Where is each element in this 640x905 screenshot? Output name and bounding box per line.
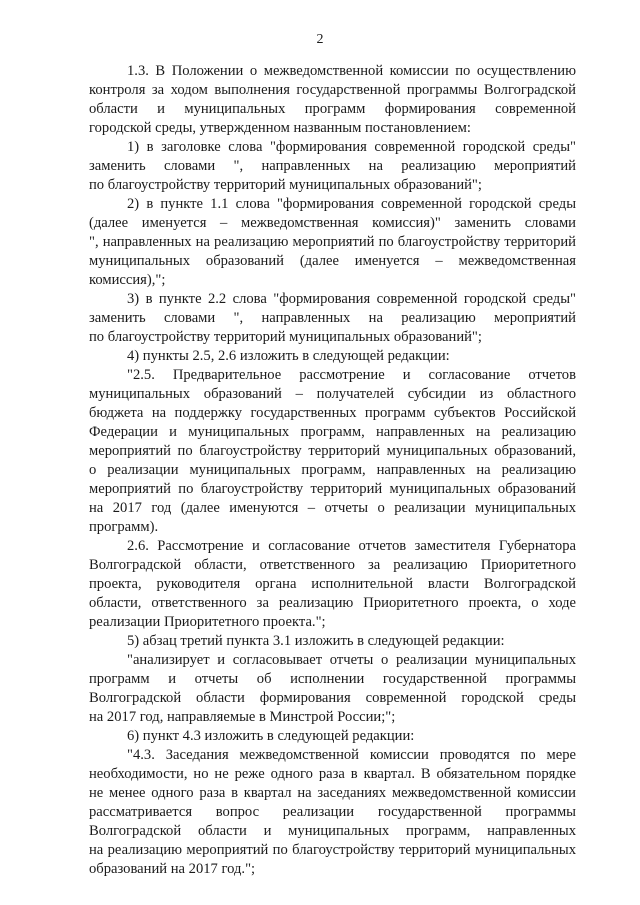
text-line: области и муниципальных программ формирования современной: [89, 101, 576, 117]
text-line: Волгоградской области, ответственного за реализацию Приоритетного: [89, 557, 576, 573]
text-line: 1.3. В Положении о межведомственной комиссии по осуществлению: [127, 63, 576, 79]
document-body: [89, 62, 576, 879]
text-line: не менее одного раза в квартал на заседаниях межведомственной комиссии: [89, 785, 576, 801]
text-line: по благоустройству территорий муниципальных образований";: [89, 177, 482, 193]
text-line: 1) в заголовке слова "формирования современной городской среды": [127, 139, 576, 155]
text-line: контроля за ходом выполнения государственной программы Волгоградской: [89, 82, 576, 98]
text-line: 3) в пункте 2.2 слова "формирования современной городской среды": [127, 291, 576, 307]
text-line: программ).: [89, 519, 159, 535]
text-line: Федерации и муниципальных программ, направленных на реализацию: [89, 424, 576, 440]
text-line: Волгоградской области формирования современной городской среды: [89, 690, 576, 706]
text-line: рассматривается вопрос реализации государственной программы: [89, 804, 576, 820]
text-line: о реализации муниципальных программ, направленных на реализацию: [89, 462, 576, 478]
text-line: области, ответственного за реализацию Приоритетного проекта, о ходе: [89, 595, 576, 611]
text-line: 2) в пункте 1.1 слова "формирования современной городской среды: [127, 196, 576, 212]
text-line: на 2017 год (далее именуются – отчеты о реализации муниципальных: [89, 500, 576, 516]
text-line: программ и отчеты об исполнении государственной программы: [89, 671, 576, 687]
text-line: городской среды, утвержденном названным постановлением:: [89, 120, 471, 136]
text-line: заменить словами ", направленных на реализацию мероприятий: [89, 158, 576, 174]
text-line: по благоустройству территорий муниципальных образований";: [89, 329, 482, 345]
text-line: 4) пункты 2.5, 2.6 изложить в следующей редакции:: [127, 348, 450, 364]
text-line: мероприятий по благоустройству территорий муниципальных образований: [89, 481, 576, 497]
text-line: (далее именуется – межведомственная комиссия)" заменить словами: [89, 215, 576, 231]
text-line: 6) пункт 4.3 изложить в следующей редакции:: [127, 728, 415, 744]
text-line: Волгоградской области и муниципальных программ, направленных: [89, 823, 576, 839]
text-line: "4.3. Заседания межведомственной комиссии проводятся по мере: [127, 747, 576, 763]
text-line: 5) абзац третий пункта 3.1 изложить в следующей редакции:: [127, 633, 505, 649]
text-line: "2.5. Предварительное рассмотрение и согласование отчетов: [127, 367, 576, 383]
text-line: на реализацию мероприятий по благоустройству территорий муниципальных: [89, 842, 576, 858]
text-line: проекта, руководителя органа исполнительной власти Волгоградской: [89, 576, 576, 592]
text-line: комиссия),";: [89, 272, 166, 288]
text-line: мероприятий по благоустройству территорий муниципальных образований,: [89, 443, 576, 459]
text-line: "анализирует и согласовывает отчеты о реализации муниципальных: [127, 652, 576, 668]
page-number: 2: [316, 32, 324, 47]
text-line: муниципальных образований (далее именуется – межведомственная: [89, 253, 576, 269]
text-line: на 2017 год, направляемые в Минстрой России;";: [89, 709, 396, 725]
text-line: необходимости, но не реже одного раза в квартал. В обязательном порядке: [89, 766, 576, 782]
text-line: муниципальных образований – получателей субсидии из областного: [89, 386, 576, 402]
text-line: заменить словами ", направленных на реализацию мероприятий: [89, 310, 576, 326]
text-line: 2.6. Рассмотрение и согласование отчетов заместителя Губернатора: [127, 538, 576, 554]
text-line: образований на 2017 год.";: [89, 861, 256, 877]
text-line: бюджета на поддержку государственных программ субъектов Российской: [89, 405, 576, 421]
text-line: реализации Приоритетного проекта.";: [89, 614, 326, 630]
text-line: ", направленных на реализацию мероприятий по благоустройству территорий: [89, 234, 576, 250]
